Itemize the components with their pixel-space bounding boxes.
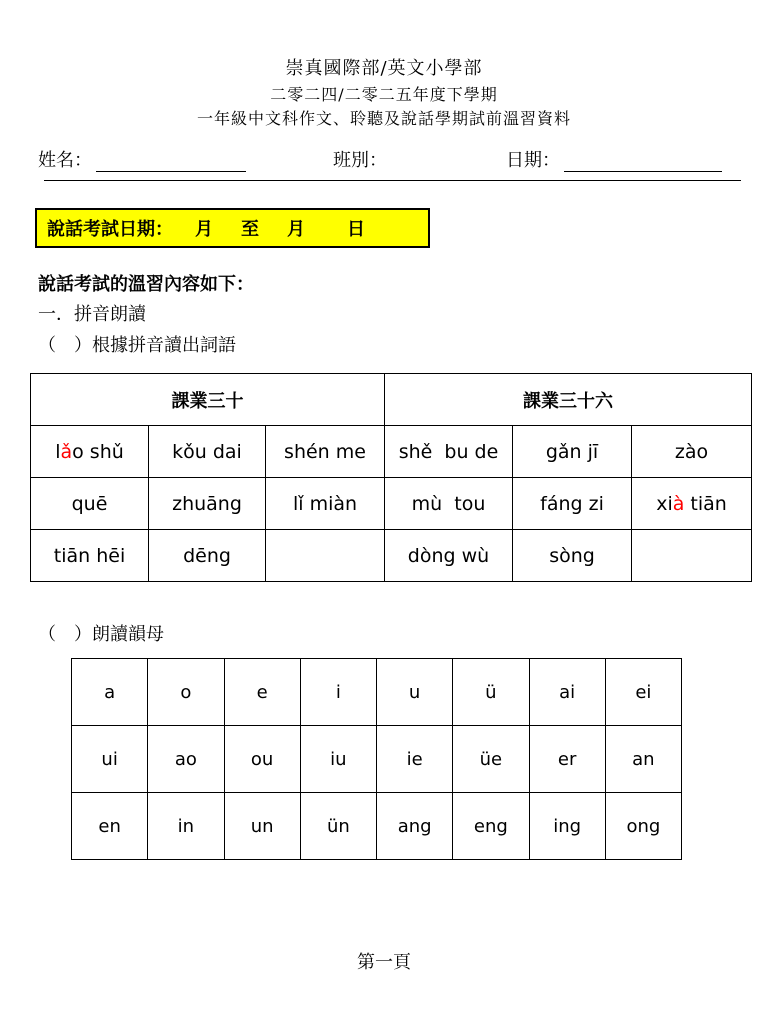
final-cell: ün [300,793,376,860]
header-divider [44,180,741,181]
final-cell: e [224,659,300,726]
pinyin-cell [632,530,752,582]
pinyin-cell: dòng wù [385,530,513,582]
table-row [31,426,752,478]
name-blank [96,153,246,172]
exam-date-label: 說話考試日期： [47,219,173,240]
final-cell: o [148,659,224,726]
document-title: 一年級中文科作文、聆聽及說話學期試前溫習資料 [196,109,571,128]
date-blank [564,153,722,172]
final-cell: ie [377,726,453,793]
pinyin-cell: shén me [266,426,385,478]
class-label: 班別： [333,150,387,171]
table-row [31,478,752,530]
final-cell: en [72,793,148,860]
exam-date-box [35,208,430,248]
pinyin-cell: fáng zi [513,478,632,530]
final-cell: ui [72,726,148,793]
final-cell: un [224,793,300,860]
final-cell: ao [148,726,224,793]
name-label: 姓名： [38,150,92,171]
student-info-fields [38,146,738,172]
final-cell: in [148,793,224,860]
subsection-words: （ ）根據拼音讀出詞語 [38,335,236,356]
section-heading: 一．拼音朗讀 [38,304,146,325]
date-field [506,146,722,172]
pinyin-cell: kǒu dai [149,426,266,478]
final-cell: ou [224,726,300,793]
subsection-finals: （ ）朗讀韻母 [38,624,164,645]
final-cell: ü [453,659,529,726]
pinyin-words-table [30,373,752,582]
highlighted-tone-letter: à [672,492,685,515]
table-row [72,659,682,726]
final-cell: er [529,726,605,793]
pinyin-cell: shě bu de [385,426,513,478]
exam-month-end: 月 [287,219,305,240]
pinyin-cell: xià tiān [632,478,752,530]
pinyin-cell [266,530,385,582]
exam-month-start: 月 [195,219,213,240]
class-field [333,146,387,172]
final-cell: ei [605,659,681,726]
school-name: 崇真國際部/英文小學部 [285,58,483,79]
pinyin-cell: gǎn jī [513,426,632,478]
final-cell: u [377,659,453,726]
final-cell: i [300,659,376,726]
final-cell: eng [453,793,529,860]
final-cell: ang [377,793,453,860]
term-title: 二零二四/二零二五年度下學期 [270,85,498,104]
exam-to: 至 [241,219,259,240]
table-header-row [31,374,752,426]
name-field [38,146,246,172]
page-number: 第一頁 [357,952,411,973]
pinyin-cell: zào [632,426,752,478]
final-cell: ing [529,793,605,860]
highlighted-tone-letter: ǎ [60,440,73,463]
exam-day: 日 [347,219,365,240]
final-cell: üe [453,726,529,793]
final-cell: ai [529,659,605,726]
pinyin-cell: lǐ miàn [266,478,385,530]
table-row [72,726,682,793]
pinyin-cell: zhuāng [149,478,266,530]
lesson-36-header: 課業三十六 [385,374,752,426]
table-row [72,793,682,860]
lesson-30-header: 課業三十 [31,374,385,426]
table-row [31,530,752,582]
finals-table [71,658,682,860]
final-cell: ong [605,793,681,860]
final-cell: iu [300,726,376,793]
pinyin-cell: lǎo shǔ [31,426,149,478]
final-cell: an [605,726,681,793]
pinyin-cell: mù tou [385,478,513,530]
final-cell: a [72,659,148,726]
pinyin-cell: dēng [149,530,266,582]
pinyin-cell: sòng [513,530,632,582]
review-heading: 說話考試的溫習內容如下： [38,274,254,295]
pinyin-cell: tiān hēi [31,530,149,582]
pinyin-cell: quē [31,478,149,530]
date-label: 日期： [506,150,560,171]
